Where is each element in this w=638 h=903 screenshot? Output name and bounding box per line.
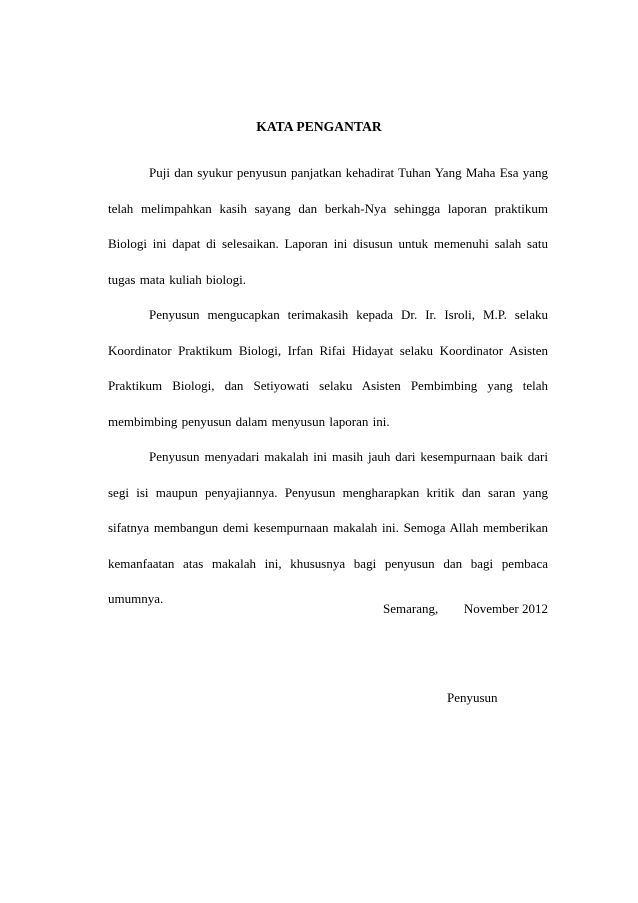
paragraph-opening: Puji dan syukur penyusun panjatkan kehadirat Tuhan Yang Maha Esa yang telah melimpahkan kasih sayang dan berkah-Nya sehingga laporan praktikum Biologi ini dapat di selesaikan. Laporan ini disusun untuk memenuhi salah satu tugas mata kuliah biologi. [108,165,548,287]
document-body [108,155,548,617]
place-and-date [383,601,548,617]
page-title: KATA PENGANTAR [256,119,382,134]
date: November 2012 [463,601,548,616]
signature: Penyusun [447,690,498,705]
paragraph-closing: Penyusun menyadari makalah ini masih jauh dari kesempurnaan baik dari segi isi maupun penyajiannya. Penyusun mengharapkan kritik dan saran yang sifatnya membangun demi kesempurnaan makalah ini. Semoga Allah memberikan kemanfaatan atas makalah ini, khususnya bagi penyusun dan bagi pembaca umumnya. [108,449,548,606]
place: Semarang, [383,601,439,616]
paragraph-acknowledgements: Penyusun mengucapkan terimakasih kepada Dr. Ir. Isroli, M.P. selaku Koordinator Praktikum Biologi, Irfan Rifai Hidayat selaku Koordinator Asisten Praktikum Biologi, dan Setiyowati selaku Asisten Pembimbing yang telah membimbing penyusun dalam menyusun laporan ini. [108,307,548,429]
